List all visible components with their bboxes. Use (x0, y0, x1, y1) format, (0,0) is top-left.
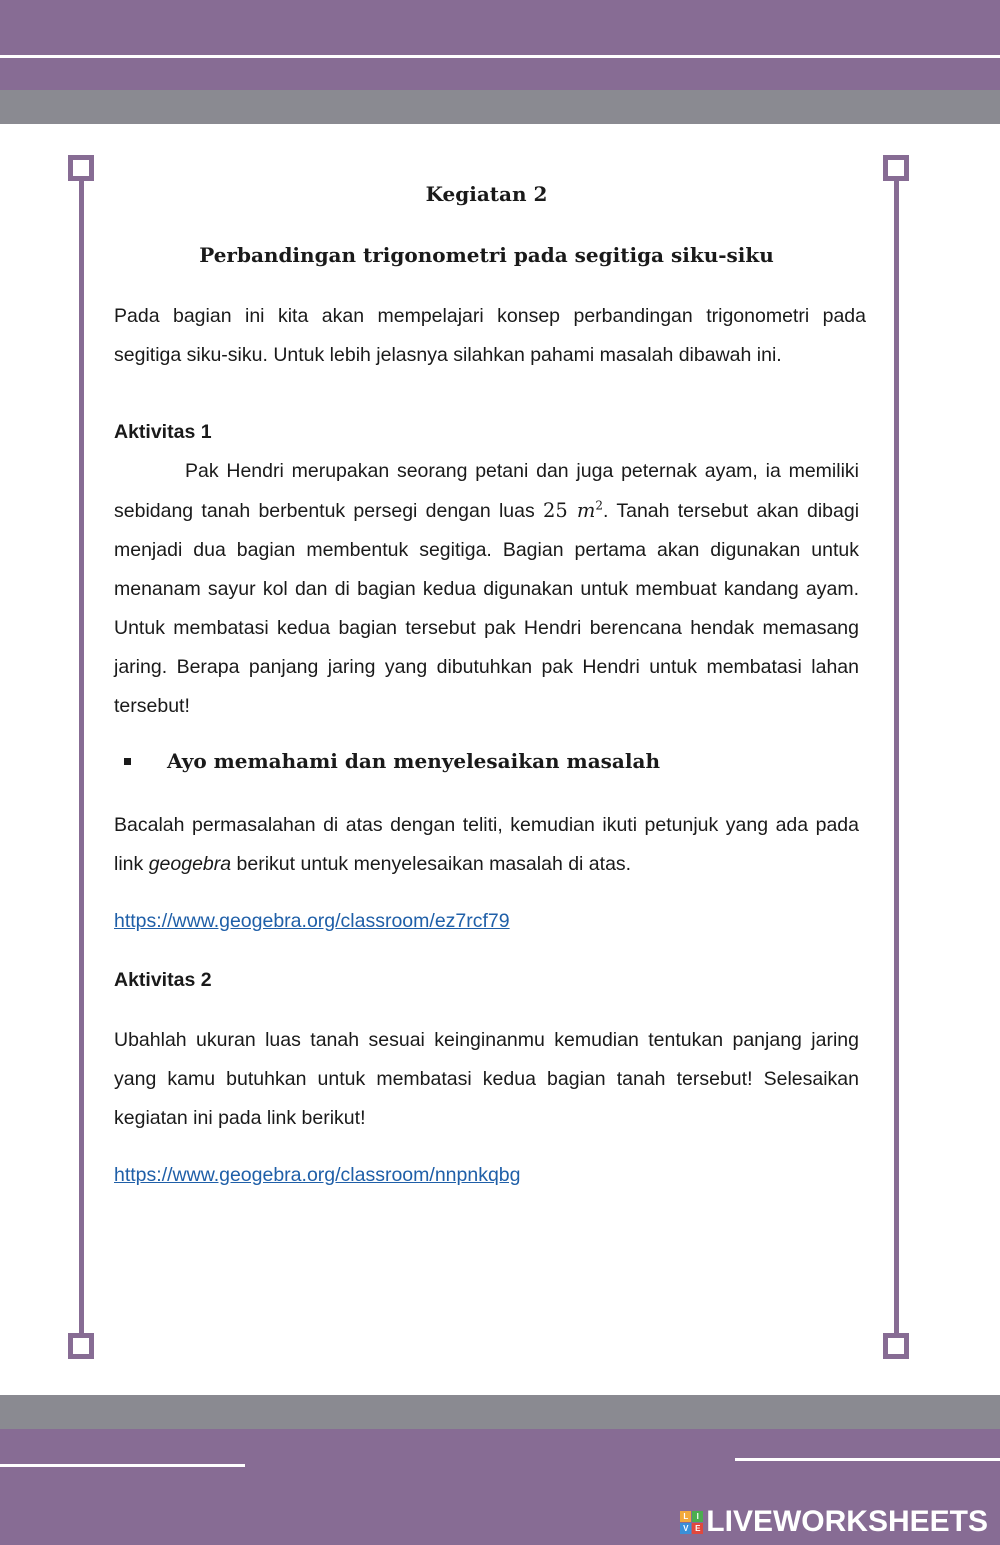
logo-text: LIVEWORKSHEETS (706, 1505, 988, 1538)
liveworksheets-logo (680, 1505, 988, 1539)
frame-corner-top-left (68, 155, 94, 181)
aktivitas-1-text-end: . Tanah tersebut akan dibagi menjadi dua bagian membentuk segitiga. Bagian pertama akan digunakan untuk menanam sayur kol dan di bagian kedua digunakan untuk membuat kandang ayam. Untuk membatasi kedua bagian tersebut pak Hendri berencana hendak memasang jaring. Berapa panjang jaring yang dibutuhkan pak Hendri untuk membatasi lahan tersebut! (114, 500, 860, 717)
logo-letter-v: V (680, 1523, 691, 1534)
top-gray-band (0, 90, 1000, 124)
aktivitas-1-text-start: Pak Hendri merupakan seorang petani dan juga peternak ayam, ia memiliki sebidang tanah berbentuk persegi dengan luas (114, 460, 859, 522)
square-bullet-icon (124, 758, 131, 765)
geogebra-link-1[interactable]: https://www.geogebra.org/classroom/ez7rcf79 (114, 910, 510, 932)
logo-letter-l: L (680, 1511, 691, 1522)
aktivitas-2-paragraph: Ubahlah ukuran luas tanah sesuai keinginanmu kemudian tentukan panjang jaring yang kamu butuhkan untuk membatasi kedua bagian tanah tersebut! Selesaikan kegiatan ini pada link berikut! (114, 1029, 859, 1129)
logo-grid-icon (680, 1511, 703, 1534)
aktivitas-1-paragraph (114, 452, 859, 726)
activity-title: Kegiatan 2 (425, 182, 548, 206)
area-exponent: 2 (595, 498, 604, 513)
frame-bar-left (79, 181, 84, 1333)
bullet-heading: Ayo memahami dan menyelesaikan masalah (167, 749, 660, 773)
geogebra-link-2[interactable]: https://www.geogebra.org/classroom/nnpnkqbg (114, 1164, 521, 1186)
bottom-right-white-line (735, 1458, 1000, 1461)
instruction-text-start: Bacalah permasalahan di atas dengan teliti, kemudian ikuti petunjuk yang ada pada link (114, 814, 859, 875)
geogebra-italic: geogebra (148, 853, 232, 875)
instruction-paragraph (114, 806, 859, 884)
top-purple-band (0, 0, 1000, 90)
frame-corner-bottom-left (68, 1333, 94, 1359)
frame-corner-top-right (883, 155, 909, 181)
page-subtitle: Perbandingan trigonometri pada segitiga siku-siku (199, 243, 774, 267)
instruction-text-end: berikut untuk menyelesaikan masalah di atas. (236, 853, 632, 875)
frame-corner-bottom-right (883, 1333, 909, 1359)
area-value: 25 (543, 499, 568, 522)
bottom-left-white-line (0, 1464, 245, 1467)
logo-letter-e: E (692, 1523, 703, 1534)
logo-letter-i: I (692, 1511, 703, 1522)
intro-paragraph: Pada bagian ini kita akan mempelajari konsep perbandingan trigonometri pada segitiga siku-siku. Untuk lebih jelasnya silahkan pahami masalah dibawah ini. (114, 305, 866, 366)
bullet-heading-row (124, 749, 660, 773)
area-formula (543, 499, 603, 522)
aktivitas-1-heading: Aktivitas 1 (114, 421, 212, 443)
top-white-line (0, 55, 1000, 58)
aktivitas-2-heading: Aktivitas 2 (114, 969, 212, 991)
frame-bar-right (894, 181, 899, 1333)
bottom-gray-band (0, 1395, 1000, 1429)
area-unit: m (576, 499, 596, 522)
